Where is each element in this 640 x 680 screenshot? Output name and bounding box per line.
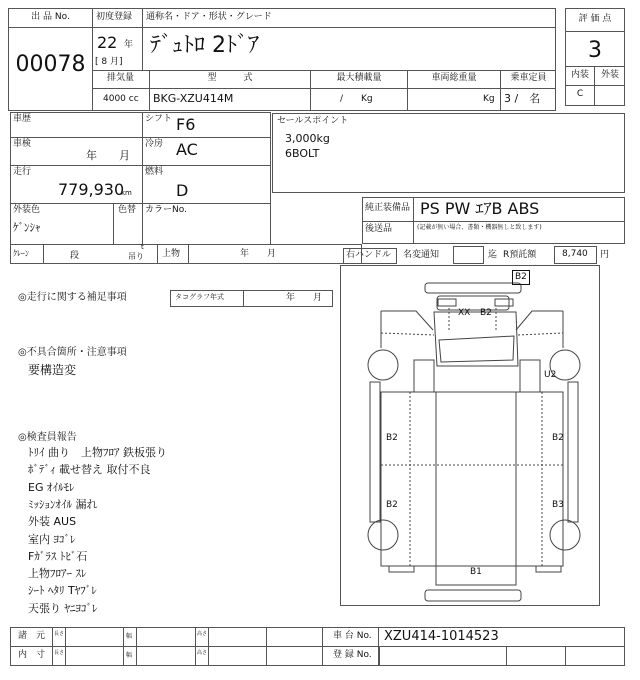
until-label: 迄 (488, 250, 498, 260)
gross-label: 車両総重量 (431, 73, 477, 83)
fuel-label: 燃料 (145, 167, 164, 177)
model-label: 型 式 (207, 73, 253, 83)
lot-number: 00078 (15, 52, 86, 77)
tacho-label: タコグラフ年式 (175, 293, 224, 301)
inspector-report-line: ﾐｯｼｮﾝｵｲﾙ 漏れ (28, 497, 98, 511)
color-change-label: 色替 (118, 205, 137, 215)
crane-label: ｸﾚｰﾝ (13, 249, 29, 258)
equipment-value: PS PW ｴｱB ABS (420, 199, 540, 218)
body-label: 上物 (162, 249, 181, 259)
equipment-label: 純正装備品 (365, 203, 411, 213)
inspection: 年 月 (86, 149, 130, 162)
width-label: 幅 (126, 652, 133, 659)
color-label: 外装色 (13, 205, 41, 215)
name-change-box (453, 246, 484, 264)
score-label: 評 価 点 (578, 14, 612, 24)
damage-mark-right-rear: B3 (552, 500, 564, 510)
damage-mark-tailgate: B1 (470, 567, 482, 577)
interior-grade: C (576, 89, 584, 99)
length-label: 長さ (54, 631, 65, 637)
inspector-report-line: Fｶﾞﾗｽ ﾄﾋﾞ石 (28, 549, 88, 563)
mileage: 779,930 (58, 180, 125, 199)
running-notes-label: ◎走行に関する補足事項 (18, 292, 127, 303)
inspector-report-line: 室内 ﾖｺﾞﾚ (28, 532, 76, 546)
car-name: ﾃﾞｭﾄﾛ 2ﾄﾞｱ (150, 33, 259, 58)
inspector-label: ◎検査員報告 (18, 432, 77, 443)
name-change-label: 名変通知 (403, 250, 440, 260)
inspection-label: 車検 (13, 139, 32, 149)
interior-label: 内装 (570, 70, 589, 80)
damage-mark-windshield: XX (458, 308, 471, 318)
displacement: 4000 cc (103, 94, 139, 104)
length-label: 長さ (54, 650, 65, 656)
yen-label: 円 (600, 250, 610, 260)
score: 3 (588, 38, 602, 63)
shift-label: シフト (145, 114, 173, 124)
reg-year: 22 (97, 33, 118, 52)
deferred-label: 後送品 (365, 224, 393, 234)
mileage-unit: km (121, 189, 132, 197)
color: ｹﾞﾝｼｬ (13, 221, 41, 234)
reg-month: [ 8 月] (95, 57, 123, 67)
inspector-report-line: 天張り ﾔﾆﾖｺﾞﾚ (28, 601, 98, 615)
first-reg-label: 初度登録 (96, 12, 133, 22)
ac: AC (176, 140, 198, 159)
rhd-label: 右ハンドル (346, 250, 392, 260)
tacho-value: 年 月 (286, 293, 323, 303)
damage-mark-left-bed: B2 (386, 433, 398, 443)
damage-mark-left-rear: B2 (386, 500, 398, 510)
year-unit: 年 (124, 40, 134, 50)
exterior-label: 外装 (600, 70, 619, 80)
sales-point-line: 6BOLT (285, 147, 320, 160)
defects: 要構造変 (28, 363, 77, 377)
spec-label: 諸 元 (18, 631, 46, 641)
name-label: 通称名・ドア・形状・グレード (146, 12, 272, 22)
damage-mark-roof: B2 (480, 308, 492, 318)
chassis-number: XZU414-1014523 (384, 629, 499, 644)
ac-label: 冷房 (145, 139, 164, 149)
deferred-note: (記載が無い場合、書類・機器無しと致します) (417, 224, 542, 231)
capacity: 3 / 名 (504, 92, 541, 105)
mileage-label: 走行 (13, 167, 32, 177)
inner-label: 内 寸 (18, 650, 46, 660)
inspector-report-line: ｼｰﾄ ﾍﾀﾘ Tﾔﾌﾞﾚ (28, 584, 97, 598)
history-label: 車歴 (13, 114, 32, 124)
sales-point-label: セールスポイント (277, 116, 349, 126)
color-no-label: カラーNo. (145, 205, 187, 215)
crane-stage: 段 (70, 251, 80, 261)
height-label: 高さ (197, 650, 208, 656)
model: BKG-XZU414M (153, 92, 234, 105)
defects-label: ◎不具合箇所・注意事項 (18, 347, 127, 358)
shift: F6 (176, 115, 196, 134)
damage-mark-right-door: U2 (544, 370, 557, 380)
displacement-label: 排気量 (106, 73, 134, 83)
height-label: 高さ (197, 631, 208, 637)
max-load-label: 最大積載量 (336, 73, 382, 83)
inspector-report-line: ﾎﾞﾃﾞｨ 載せ替え 取付不良 (28, 463, 151, 477)
capacity-label: 乗車定員 (510, 73, 547, 83)
reg-no-label: 登 録 No. (333, 650, 372, 660)
body-date: 年 月 (240, 249, 277, 259)
inspector-report-line: 外装 AUS (28, 515, 77, 529)
width-label: 幅 (126, 633, 133, 640)
chassis-label: 車 台 No. (333, 631, 372, 641)
fuel: D (176, 181, 189, 200)
inspector-report-line: ﾄﾘｲ 曲り 上物ﾌﾛｱ 鉄板張り (28, 446, 167, 459)
damage-mark-right-bed: B2 (552, 433, 564, 443)
inspector-report-line: EG ｵｲﾙﾓﾚ (28, 480, 75, 494)
lot-label: 出 品 No. (31, 12, 70, 22)
crane-t: t (141, 243, 144, 251)
damage-mark-bumper-front: B2 (515, 272, 527, 282)
sales-point-line: 3,000kg (285, 132, 330, 145)
inspector-report-line: 上物ﾌﾛｱｰ ｽﾚ (28, 567, 87, 581)
gross-weight: Kg (483, 94, 495, 104)
crane-hang: 吊り (128, 252, 144, 261)
recycle-label: R預託額 (503, 250, 537, 260)
recycle-value: 8,740 (562, 249, 588, 259)
max-load: / Kg (340, 94, 373, 104)
